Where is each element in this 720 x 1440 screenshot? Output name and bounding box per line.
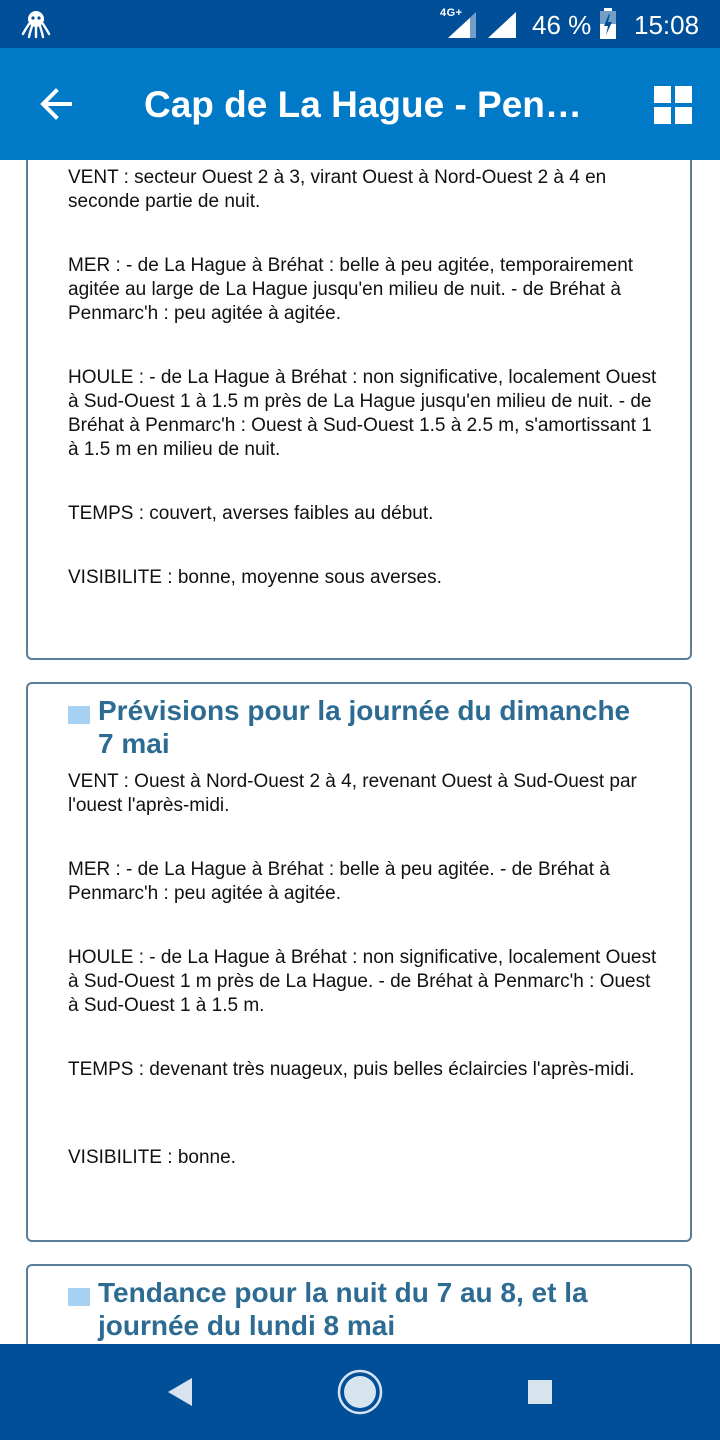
forecast-sea: MER : - de La Hague à Bréhat : belle à peu agitée, temporairement agitée au large de La Hague jusqu'en milieu de nuit. - de Bréhat à Penmarc'h : peu agitée à agitée. bbox=[68, 255, 634, 324]
clock: 15:08 bbox=[634, 10, 700, 40]
network-type: 4G+ bbox=[440, 7, 463, 19]
signal-icon bbox=[448, 12, 476, 38]
signal-icon bbox=[488, 12, 516, 38]
section-title: Prévisions pour la journée du dimanche 7 mai bbox=[98, 695, 631, 759]
forecast-swell: HOULE : - de La Hague à Bréhat : non significative, localement Ouest à Sud-Ouest 1 à 1.5 m près de La Hague jusqu'en milieu de nuit. - de Bréhat à Penmarc'h : Ouest à Sud-Ouest 1.5 à 2.5 m, s'amortissant 1 à 1.5 m en milieu de nuit. bbox=[68, 367, 657, 460]
triangle-back-icon[interactable] bbox=[156, 1368, 204, 1416]
forecast-card-sunday bbox=[26, 682, 692, 1242]
forecast-card-night bbox=[26, 160, 692, 660]
square-recents-icon[interactable] bbox=[516, 1368, 564, 1416]
section-title: Tendance pour la nuit du 7 au 8, et la journée du lundi 8 mai bbox=[98, 1277, 588, 1341]
square-bullet-icon bbox=[68, 706, 90, 724]
battery-percent: 46 % bbox=[532, 10, 592, 40]
forecast-content[interactable] bbox=[0, 160, 720, 1344]
circle-home-icon[interactable] bbox=[336, 1368, 384, 1416]
section-heading bbox=[68, 1276, 648, 1342]
page-title: Cap de La Hague - Pen… bbox=[144, 84, 582, 125]
forecast-wind: VENT : secteur Ouest 2 à 3, virant Ouest à Nord-Ouest 2 à 4 en seconde partie de nuit. bbox=[68, 167, 607, 212]
status-bar bbox=[0, 0, 720, 48]
battery-charging-icon bbox=[598, 8, 618, 40]
arrow-left-icon[interactable] bbox=[36, 84, 76, 124]
section-heading bbox=[68, 694, 648, 760]
forecast-weather: TEMPS : couvert, averses faibles au début. bbox=[68, 503, 434, 524]
forecast-card-trend bbox=[26, 1264, 692, 1344]
system-nav-bar bbox=[0, 1344, 720, 1440]
forecast-visibility: VISIBILITE : bonne, moyenne sous averses. bbox=[68, 567, 442, 588]
square-bullet-icon bbox=[68, 1288, 90, 1306]
forecast-weather: TEMPS : devenant très nuageux, puis belles éclaircies l'après-midi. bbox=[68, 1059, 635, 1080]
octopus-icon bbox=[20, 8, 52, 40]
grid-icon[interactable] bbox=[654, 86, 692, 124]
forecast-wind: VENT : Ouest à Nord-Ouest 2 à 4, revenant Ouest à Sud-Ouest par l'ouest l'après-midi. bbox=[68, 771, 637, 816]
forecast-visibility: VISIBILITE : bonne. bbox=[68, 1147, 236, 1168]
app-bar bbox=[0, 48, 720, 160]
forecast-swell: HOULE : - de La Hague à Bréhat : non significative, localement Ouest à Sud-Ouest 1 m près de La Hague. - de Bréhat à Penmarc'h : Ouest à Sud-Ouest 1 à 1.5 m. bbox=[68, 947, 657, 1016]
forecast-sea: MER : - de La Hague à Bréhat : belle à peu agitée. - de Bréhat à Penmarc'h : peu agitée à agitée. bbox=[68, 859, 610, 904]
